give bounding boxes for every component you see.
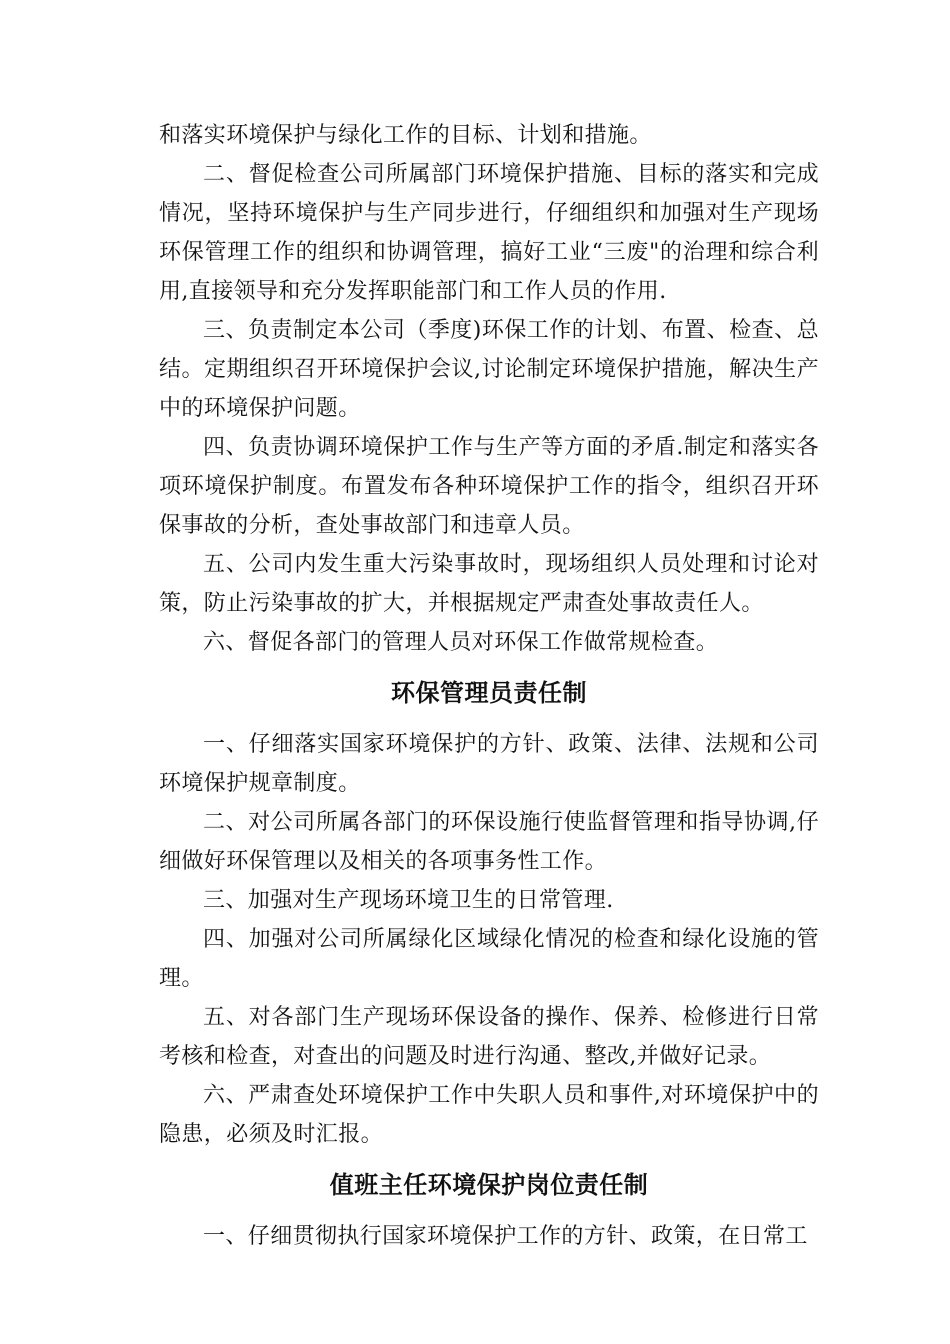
paragraph-item-5: 五、公司内发生重大污染事故时，现场组织人员处理和讨论对策，防止污染事故的扩大，并根据规定严肃查处事故责任人。: [159, 552, 819, 616]
paragraph-item-6: 六、严肃查处环境保护工作中失职人员和事件,对环境保护中的隐患，必须及时汇报。: [159, 1083, 819, 1147]
paragraph-item-3: 三、加强对生产现场环境卫生的日常管理.: [203, 888, 614, 913]
document-body: [159, 116, 819, 1256]
paragraph-item-2: 二、督促检查公司所属部门环境保护措施、目标的落实和完成情况，坚持环境保护与生产同步进行，仔细组织和加强对生产现场环保管理工作的组织和协调管理，搞好工业“三废"的治理和综合利用,直接领导和充分发挥职能部门和工作人员的作用.: [159, 162, 819, 304]
paragraph-item-1: 一、仔细贯彻执行国家环境保护工作的方针、政策，在日常工: [203, 1224, 808, 1249]
paragraph-item-4: 四、加强对公司所属绿化区域绿化情况的检查和绿化设施的管理。: [159, 927, 819, 991]
paragraph-item-6: 六、督促各部门的管理人员对环保工作做常规检查。: [203, 630, 719, 655]
paragraph-item-2: 二、对公司所属各部门的环保设施行使监督管理和指导协调,仔细做好环保管理以及相关的各项事务性工作。: [159, 810, 819, 874]
paragraph-item-4: 四、负责协调环境保护工作与生产等方面的矛盾.制定和落实各项环境保护制度。布置发布各种环境保护工作的指令，组织召开环保事故的分析，查处事故部门和违章人员。: [159, 435, 819, 538]
section-heading-env-manager: 环保管理员责任制: [391, 679, 587, 707]
section-heading-shift-supervisor: 值班主任环境保护岗位责任制: [329, 1171, 649, 1199]
paragraph-item-5: 五、对各部门生产现场环保设备的操作、保养、检修进行日常考核和检查，对查出的问题及时进行沟通、整改,并做好记录。: [159, 1005, 819, 1069]
paragraph-item-1: 一、仔细落实国家环境保护的方针、政策、法律、法规和公司环境保护规章制度。: [159, 732, 819, 796]
paragraph-item-3: 三、负责制定本公司（季度)环保工作的计划、布置、检查、总结。定期组织召开环境保护会议,讨论制定环境保护措施，解决生产中的环境保护问题。: [159, 318, 819, 421]
continued-paragraph: 和落实环境保护与绿化工作的目标、计划和措施。: [159, 123, 652, 148]
